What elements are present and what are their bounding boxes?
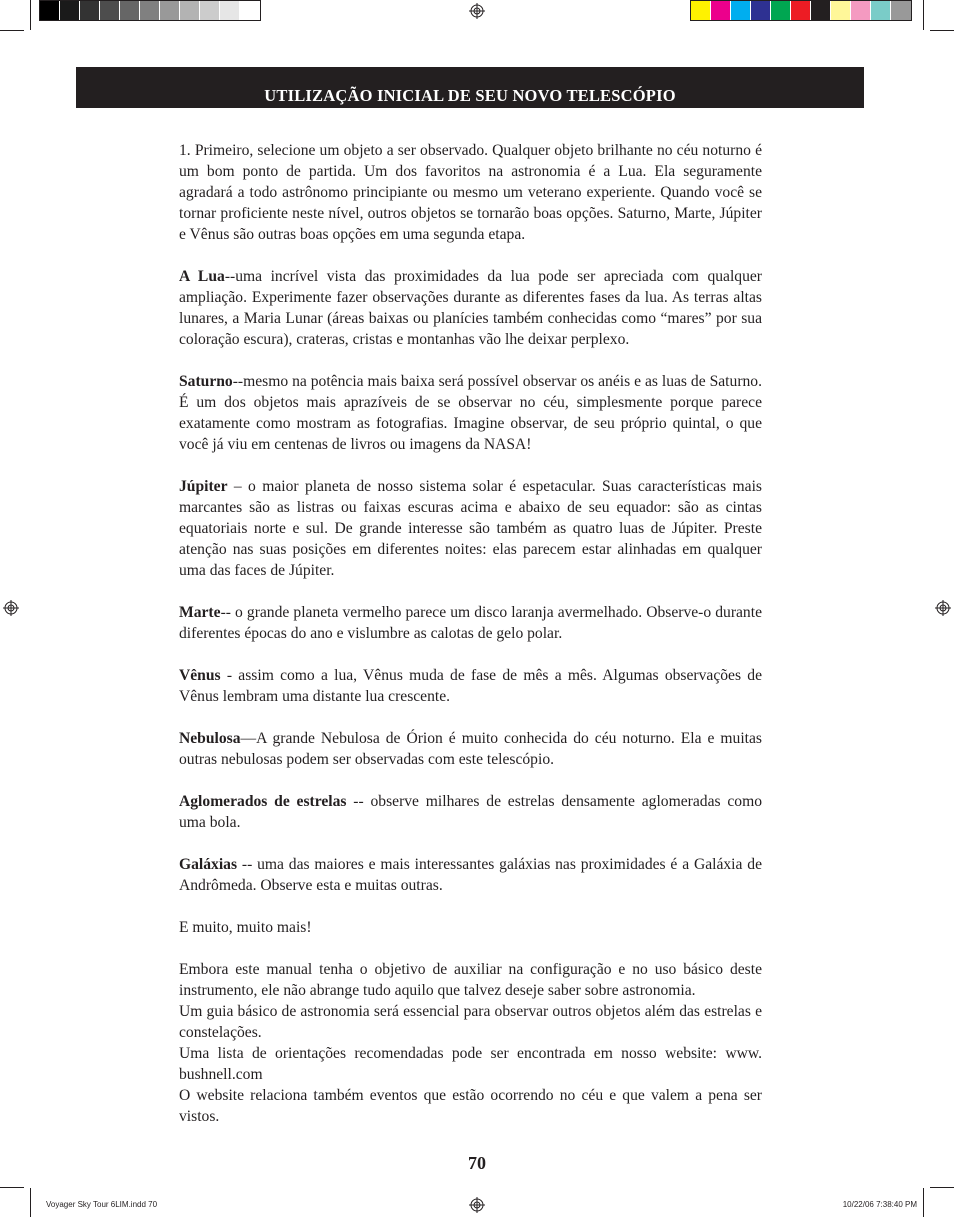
object-term: A Lua xyxy=(179,268,225,285)
object-description: -- observe milhares de estrelas densamente aglomeradas como uma bola. xyxy=(179,793,763,831)
color-swatch xyxy=(831,1,851,20)
page-number: 70 xyxy=(468,1153,486,1173)
object-term: Júpiter xyxy=(179,478,228,495)
color-swatch xyxy=(180,1,200,20)
object-description: -- uma das maiores e mais interessantes galáxias nas proximidades é a Galáxia de Andrômeda. Observe esta e muitas outras. xyxy=(179,856,762,894)
color-swatch xyxy=(851,1,871,20)
color-swatch xyxy=(811,1,831,20)
color-swatch xyxy=(120,1,140,20)
intro-paragraph: 1. Primeiro, selecione um objeto a ser observado. Qualquer objeto brilhante no céu noturno é um bom ponto de partida. Um dos favoritos na astronomia é a Lua. Ela seguramente agradará a todo astrônomo principiante ou mesmo um veterano experiente. Quando você se tornar proficiente neste nível, outros objetos se tornarão boas opções. Saturno, Marte, Júpiter e Vênus são outras boas opções em uma segunda etapa. xyxy=(179,142,762,243)
object-paragraph-galaxies xyxy=(179,854,762,896)
crop-mark xyxy=(923,1188,924,1217)
crop-mark xyxy=(930,1187,954,1188)
object-paragraph-saturn xyxy=(179,371,762,455)
crop-mark xyxy=(930,30,954,31)
object-paragraph-moon xyxy=(179,266,762,350)
object-description: —A grande Nebulosa de Órion é muito conhecida do céu noturno. Ela e muitas outras nebulosas podem ser observadas com este telescópio. xyxy=(179,730,762,768)
color-swatch xyxy=(791,1,811,20)
object-term: Marte xyxy=(179,604,221,621)
process-color-bar xyxy=(690,0,912,21)
object-term: Aglomerados de estrelas xyxy=(179,793,347,810)
color-swatch xyxy=(731,1,751,20)
closing-paragraph: Embora este manual tenha o objetivo de auxiliar na configuração e no uso básico deste instrumento, ele não abrange tudo aquilo que talvez deseje saber sobre astronomia. xyxy=(179,961,762,999)
color-swatch xyxy=(200,1,220,20)
color-swatch xyxy=(771,1,791,20)
color-swatch xyxy=(100,1,120,20)
object-term: Saturno xyxy=(179,373,233,390)
object-description: – o maior planeta de nosso sistema solar é espetacular. Suas características mais marcantes são as listras ou faixas escuras acima e abaixo de seu equador: são as cintas equatoriais norte e sul. De grande interesse são também as quatro luas de Júpiter. Preste atenção nas suas posições em diferentes noites: elas parecem estar alinhadas em qualquer uma das faces de Júpiter. xyxy=(179,478,762,579)
color-swatch xyxy=(220,1,240,20)
object-description: -- o grande planeta vermelho parece um disco laranja avermelhado. Observe-o durante diferentes épocas do ano e vislumbre as calotas de gelo polar. xyxy=(179,604,762,642)
object-term: Nebulosa xyxy=(179,730,241,747)
section-title: UTILIZAÇÃO INICIAL DE SEU NOVO TELESCÓPIO xyxy=(264,86,676,105)
object-paragraph-star-clusters xyxy=(179,791,762,833)
closing-paragraph: Uma lista de orientações recomendadas pode ser encontrada em nosso website: www. bushnell.com xyxy=(179,1045,762,1083)
file-slug: Voyager Sky Tour 6LIM.indd 70 xyxy=(46,1200,158,1209)
color-swatch xyxy=(80,1,100,20)
object-description: --uma incrível vista das proximidades da lua pode ser apreciada com qualquer ampliação. Experimente fazer observações durante as diferentes fases da lua. As terras altas lunares, a Maria Lunar (áreas baixas ou planícies também conhecidas como “mares” por sua coloração escura), crateras, cristas e montanhas vão lhe deixar perplexo. xyxy=(179,268,762,348)
crop-mark xyxy=(0,1187,24,1188)
object-description: --mesmo na potência mais baixa será possível observar os anéis e as luas de Saturno. É um dos objetos mais aprazíveis de se observar no céu, simplesmente porque parece exatamente como mostram as fotografias. Imagine observar, de seu próprio quintal, o que você já viu em centenas de livros ou imagens da NASA! xyxy=(179,373,762,453)
object-paragraph-mars xyxy=(179,602,762,644)
object-term: Galáxias xyxy=(179,856,238,873)
section-header-bar xyxy=(76,67,864,108)
color-swatch xyxy=(240,1,260,20)
color-swatch xyxy=(691,1,711,20)
grayscale-color-bar xyxy=(39,0,261,21)
object-paragraph-venus xyxy=(179,665,762,707)
body-text xyxy=(179,140,762,1127)
registration-mark-icon xyxy=(3,600,19,616)
object-term: Vênus xyxy=(179,667,221,684)
more-paragraph: E muito, muito mais! xyxy=(179,919,312,936)
color-swatch xyxy=(871,1,891,20)
registration-mark-icon xyxy=(935,600,951,616)
color-swatch xyxy=(711,1,731,20)
object-description: - assim como a lua, Vênus muda de fase de mês a mês. Algumas observações de Vênus lembram uma distante lua crescente. xyxy=(179,667,762,705)
crop-mark xyxy=(30,1188,31,1217)
closing-paragraph: O website relaciona também eventos que estão ocorrendo no céu e que valem a pena ser vistos. xyxy=(179,1087,762,1125)
object-paragraph-nebula xyxy=(179,728,762,770)
crop-mark xyxy=(30,0,31,30)
color-swatch xyxy=(160,1,180,20)
color-swatch xyxy=(751,1,771,20)
color-swatch xyxy=(140,1,160,20)
crop-mark xyxy=(923,0,924,30)
registration-mark-icon xyxy=(469,1197,485,1213)
crop-mark xyxy=(0,30,24,31)
color-swatch xyxy=(60,1,80,20)
registration-mark-icon xyxy=(469,3,485,19)
color-swatch xyxy=(891,1,911,20)
object-paragraph-jupiter xyxy=(179,476,762,581)
closing-paragraph: Um guia básico de astronomia será essencial para observar outros objetos além das estrelas e constelações. xyxy=(179,1003,762,1041)
color-swatch xyxy=(40,1,60,20)
timestamp-slug: 10/22/06 7:38:40 PM xyxy=(842,1200,917,1209)
